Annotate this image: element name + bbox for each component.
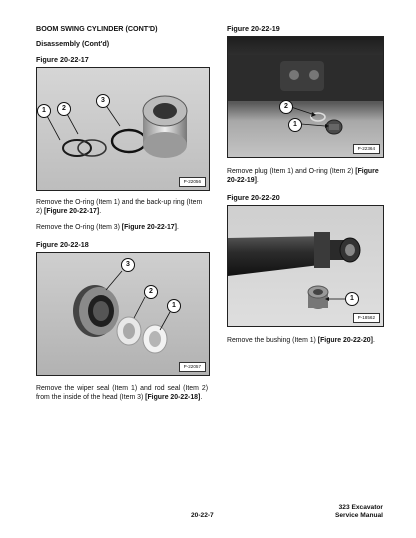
figure-ref-link[interactable]: [Figure 20-22-17] [121, 224, 177, 231]
callout-1: 1 [345, 292, 359, 306]
figure-20-22-17-photo [37, 68, 209, 190]
figure-20-22-18-caption: Figure 20-22-18 [36, 240, 89, 249]
figure-20-22-18-ref: P-22057 [179, 362, 206, 372]
page-number: 20-22-7 [191, 512, 214, 519]
paragraph-remove-plug: Remove plug (Item 1) and O-ring (Item 2) [Figure 20-22-19]. [227, 168, 379, 185]
section-title: BOOM SWING CYLINDER (CONT'D) [36, 24, 158, 33]
callout-2: 2 [144, 285, 158, 299]
footer-manual: Service Manual [334, 512, 383, 519]
figure-20-22-19-caption: Figure 20-22-19 [227, 24, 280, 33]
paragraph-remove-orings: Remove the O-ring (Item 1) and the back-up ring (Item 2) [Figure 20-22-17]. [36, 199, 203, 216]
paragraph-remove-bushing: Remove the bushing (Item 1) [Figure 20-22-20]. [227, 337, 375, 344]
figure-20-22-17-ref: P-22056 [179, 177, 206, 187]
figure-ref-link[interactable]: [Figure 20-22-17] [44, 208, 100, 216]
paragraph-remove-seals: Remove the wiper seal (Item 1) and rod seal (Item 2) from the inside of the head (Item 3) [Figure 20-22-18]. [36, 385, 208, 402]
callout-3: 3 [121, 258, 135, 272]
callout-1: 1 [37, 104, 51, 118]
paragraph-remove-oring-3: Remove the O-ring (Item 3) [Figure 20-22-17]. [36, 224, 179, 231]
figure-ref-link[interactable]: [Figure 20-22-20] [317, 337, 373, 344]
figure-20-22-20-image [227, 205, 384, 327]
figure-20-22-19-photo [228, 37, 383, 157]
callout-1: 1 [167, 299, 181, 313]
figure-20-22-19-ref: P-22364 [353, 144, 380, 154]
figure-20-22-18-photo [37, 253, 209, 375]
figure-20-22-20-ref: P-18562 [353, 313, 380, 323]
callout-2: 2 [57, 102, 71, 116]
figure-20-22-20-caption: Figure 20-22-20 [227, 193, 280, 202]
callout-1: 1 [288, 118, 302, 132]
figure-20-22-19-image [227, 36, 384, 158]
callout-3: 3 [96, 94, 110, 108]
footer-model: 323 Excavator [338, 504, 383, 511]
figure-20-22-20-photo [228, 206, 383, 326]
figure-ref-link[interactable]: [Figure 20-22-19] [227, 168, 379, 185]
callout-2: 2 [279, 100, 293, 114]
section-subtitle: Disassembly (Cont'd) [36, 39, 110, 48]
figure-20-22-17-image [36, 67, 210, 191]
figure-ref-link[interactable]: [Figure 20-22-18] [145, 394, 201, 402]
figure-20-22-17-caption: Figure 20-22-17 [36, 55, 89, 64]
